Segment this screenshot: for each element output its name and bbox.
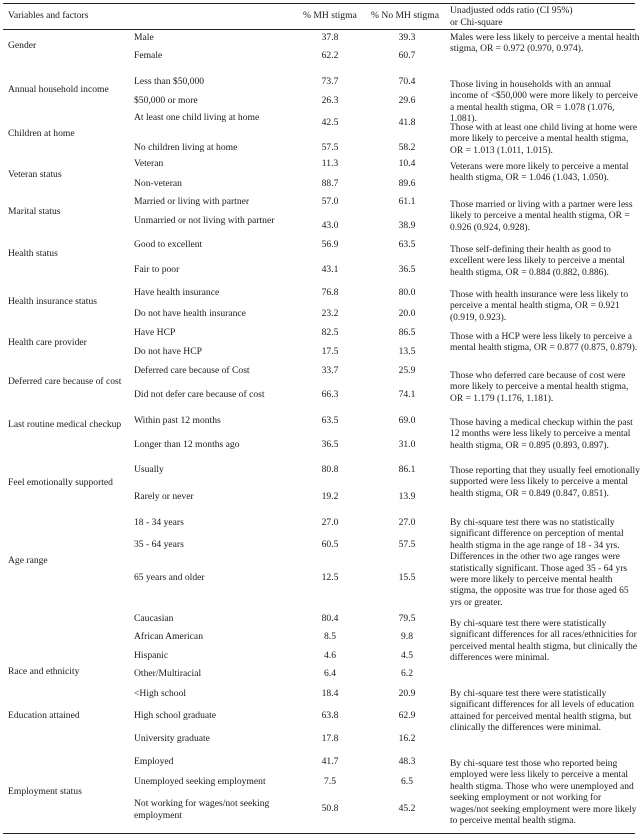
mh-stigma-pct: 26.3 xyxy=(321,95,339,106)
no-mh-stigma-pct: 86.1 xyxy=(398,464,416,475)
no-mh-stigma-pct: 31.0 xyxy=(398,439,416,450)
factor-label: Not working for wages/not seeking employment xyxy=(134,798,270,821)
no-mh-stigma-pct: 57.5 xyxy=(398,539,416,550)
no-mh-stigma-pct: 79.5 xyxy=(398,613,416,624)
no-mh-stigma-pct: 6.2 xyxy=(401,668,413,679)
factor-label: Unmarried or not living with partner xyxy=(134,215,275,226)
factor-label: Caucasian xyxy=(134,613,174,624)
mh-stigma-pct: 19.2 xyxy=(321,491,339,502)
variable-label: Education attained xyxy=(8,710,80,721)
mh-stigma-pct: 41.7 xyxy=(321,756,339,767)
mh-stigma-pct: 33.7 xyxy=(321,365,339,376)
factor-label: No children living at home xyxy=(134,142,238,153)
factor-label: High school graduate xyxy=(134,710,217,721)
no-mh-stigma-pct: 63.5 xyxy=(398,239,416,250)
variable-label: Health care provider xyxy=(8,337,87,348)
variable-label: Marital status xyxy=(8,206,61,217)
mh-stigma-pct: 66.3 xyxy=(321,389,339,400)
no-mh-stigma-pct: 36.5 xyxy=(398,264,416,275)
finding-text: Those married or living with a partner were less likely to perceive a mental health stigma, OR = 0.926 (0.924, 0.928). xyxy=(450,200,633,233)
mh-stigma-pct: 57.5 xyxy=(321,142,339,153)
factor-label: Have HCP xyxy=(134,327,176,338)
mh-stigma-pct: 12.5 xyxy=(321,572,339,583)
no-mh-stigma-pct: 80.0 xyxy=(398,287,416,298)
no-mh-stigma-pct: 10.4 xyxy=(398,158,416,169)
mh-stigma-pct: 88.7 xyxy=(321,178,339,189)
variable-label: Health insurance status xyxy=(8,296,97,307)
factor-label: Male xyxy=(134,32,154,43)
finding-text: Veterans were more likely to perceive a mental health stigma, OR = 1.046 (1.043, 1.050). xyxy=(450,162,629,184)
factor-label: Married or living with partner xyxy=(134,196,250,207)
factor-label: 65 years and older xyxy=(134,572,205,583)
factor-label: Within past 12 months xyxy=(134,415,221,426)
mh-stigma-pct: 62.2 xyxy=(321,50,339,61)
no-mh-stigma-pct: 25.9 xyxy=(398,365,416,376)
header-odds-ratio: Unadjusted odds ratio (CI 95%) xyxy=(450,5,573,16)
finding-text: Those self-defining their health as good to excellent were less likely to perceive a mental health stigma, OR = 0.884 (0.882, 0.886). xyxy=(450,245,625,278)
factor-label: 35 - 64 years xyxy=(134,539,184,550)
header-no-mh-stigma: % No MH stigma xyxy=(371,10,439,21)
factor-label: <High school xyxy=(134,688,187,699)
no-mh-stigma-pct: 27.0 xyxy=(398,517,416,528)
mh-stigma-pct: 23.2 xyxy=(321,308,339,319)
mh-stigma-pct: 27.0 xyxy=(321,517,339,528)
mh-stigma-pct: 57.0 xyxy=(321,196,339,207)
factor-label: Did not defer care because of cost xyxy=(134,389,265,400)
variable-label: Veteran status xyxy=(8,169,62,180)
finding-text: Those who deferred care because of cost were more likely to perceive a mental health stigma, OR = 1.179 (1.176, 1.181). xyxy=(450,371,629,404)
mh-stigma-pct: 42.5 xyxy=(321,117,339,128)
table-top-rule xyxy=(3,3,635,4)
variable-label: Annual household income xyxy=(8,84,109,95)
factor-label: Employed xyxy=(134,756,174,767)
factor-label: 18 - 34 years xyxy=(134,517,184,528)
factor-label: Have health insurance xyxy=(134,287,220,298)
factor-label: University graduate xyxy=(134,733,210,744)
mh-stigma-pct: 17.8 xyxy=(321,733,339,744)
mh-stigma-pct: 76.8 xyxy=(321,287,339,298)
variable-label: Deferred care because of cost xyxy=(8,376,122,387)
mh-stigma-pct: 37.8 xyxy=(321,32,339,43)
factor-label: Deferred care because of Cost xyxy=(134,365,250,376)
no-mh-stigma-pct: 70.4 xyxy=(398,76,416,87)
table-bottom-rule xyxy=(3,833,635,834)
no-mh-stigma-pct: 41.8 xyxy=(398,117,416,128)
factor-label: Usually xyxy=(134,464,164,475)
mh-stigma-pct: 6.4 xyxy=(324,668,336,679)
factor-label: Veteran xyxy=(134,158,164,169)
no-mh-stigma-pct: 86.5 xyxy=(398,327,416,338)
factor-label: Rarely or never xyxy=(134,491,194,502)
variable-label: Gender xyxy=(8,40,37,51)
finding-text: By chi-square test there were statistically significant differences for all races/ethnicities for perceived mental health stigma, but clinically the differences were minimal. xyxy=(450,619,638,664)
factor-label: Longer than 12 months ago xyxy=(134,439,240,450)
finding-text: Those having a medical checkup within the past 12 months were less likely to perceive a mental health stigma, OR = 0.895 (0.893, 0.897). xyxy=(450,418,633,451)
factor-label: Other/Multiracial xyxy=(134,668,202,679)
no-mh-stigma-pct: 38.9 xyxy=(398,220,416,231)
factor-label: African American xyxy=(134,631,203,642)
variable-label: Health status xyxy=(8,248,58,259)
no-mh-stigma-pct: 29.6 xyxy=(398,95,416,106)
variable-label: Employment status xyxy=(8,786,82,797)
no-mh-stigma-pct: 61.1 xyxy=(398,196,416,207)
no-mh-stigma-pct: 74.1 xyxy=(398,389,416,400)
finding-text: By chi-square test there were statistically significant differences for all levels of education attained for perceived mental health stigma, but clinically the differences were minimal. xyxy=(450,689,634,734)
finding-text: By chi-square test those who reported being employed were less likely to perceive a mental health stigma. Those who were unemployed and seeking employment or not working for wages/not seeking employment were more likely to perceive mental health stigma. xyxy=(450,759,637,827)
factor-label: Female xyxy=(134,50,163,61)
variable-label: Last routine medical checkup xyxy=(8,419,122,430)
header-bottom-rule xyxy=(3,29,635,30)
factor-label: Less than $50,000 xyxy=(134,76,205,87)
factor-label: At least one child living at home xyxy=(134,112,260,123)
no-mh-stigma-pct: 13.5 xyxy=(398,346,416,357)
mh-stigma-pct: 63.8 xyxy=(321,710,339,721)
no-mh-stigma-pct: 9.8 xyxy=(401,631,413,642)
mh-stigma-pct: 11.3 xyxy=(321,158,339,169)
variable-label: Age range xyxy=(8,555,48,566)
factor-label: Do not have health insurance xyxy=(134,308,246,319)
mh-stigma-pct: 43.0 xyxy=(321,220,339,231)
no-mh-stigma-pct: 20.9 xyxy=(398,688,416,699)
header-variables: Variables and factors xyxy=(8,10,89,21)
no-mh-stigma-pct: 16.2 xyxy=(398,733,416,744)
factor-label: Non-veteran xyxy=(134,178,182,189)
mh-stigma-pct: 7.5 xyxy=(324,776,336,787)
finding-text: Those with at least one child living at home were more likely to perceive a mental health stigma, OR = 1.013 (1.011, 1.015). xyxy=(450,123,638,156)
no-mh-stigma-pct: 4.5 xyxy=(401,650,413,661)
header-mh-stigma: % MH stigma xyxy=(303,10,357,21)
no-mh-stigma-pct: 89.6 xyxy=(398,178,416,189)
mh-stigma-pct: 80.8 xyxy=(321,464,339,475)
mh-stigma-pct: 36.5 xyxy=(321,439,339,450)
finding-text: Males were less likely to perceive a mental health stigma, OR = 0.972 (0.970, 0.974). xyxy=(450,33,640,55)
factor-label: Good to excellent xyxy=(134,239,203,250)
mh-stigma-pct: 8.5 xyxy=(324,631,336,642)
no-mh-stigma-pct: 15.5 xyxy=(398,572,416,583)
no-mh-stigma-pct: 45.2 xyxy=(398,803,416,814)
mh-stigma-pct: 60.5 xyxy=(321,539,339,550)
header-chi-square: or Chi-square xyxy=(450,17,503,28)
mh-stigma-pct: 4.6 xyxy=(324,650,336,661)
no-mh-stigma-pct: 60.7 xyxy=(398,50,416,61)
factor-label: $50,000 or more xyxy=(134,95,198,106)
no-mh-stigma-pct: 6.5 xyxy=(401,776,413,787)
no-mh-stigma-pct: 62.9 xyxy=(398,710,416,721)
mh-stigma-pct: 43.1 xyxy=(321,264,339,275)
factor-label: Hispanic xyxy=(134,650,169,661)
finding-text: Those living in households with an annual income of <$50,000 were more likely to perceive a mental health stigma, OR = 1.078 (1.076, 1.081). xyxy=(450,80,638,125)
mh-stigma-pct: 82.5 xyxy=(321,327,339,338)
finding-text: Those with a HCP were less likely to perceive a mental health stigma, OR = 0.877 (0.875, 0.879). xyxy=(450,332,638,354)
variable-label: Race and ethnicity xyxy=(8,666,80,677)
variable-label: Feel emotionally supported xyxy=(8,477,113,488)
mh-stigma-pct: 80.4 xyxy=(321,613,339,624)
variable-label: Children at home xyxy=(8,128,75,139)
no-mh-stigma-pct: 20.0 xyxy=(398,308,416,319)
mh-stigma-pct: 56.9 xyxy=(321,239,339,250)
mh-stigma-pct: 50.8 xyxy=(321,803,339,814)
no-mh-stigma-pct: 69.0 xyxy=(398,415,416,426)
finding-text: By chi-square test there was no statistically significant difference on perception of mental health stigma in the age range of 18 - 34 yrs. Differences in the other two age ranges were statistically significant. Those aged 35 - 64 yrs were more likely to perceive mental health stigma, the opposite was true for those aged 65 yrs or greater. xyxy=(450,518,629,608)
factor-label: Do not have HCP xyxy=(134,346,202,357)
no-mh-stigma-pct: 39.3 xyxy=(398,32,416,43)
no-mh-stigma-pct: 58.2 xyxy=(398,142,416,153)
mh-stigma-pct: 73.7 xyxy=(321,76,339,87)
finding-text: Those reporting that they usually feel emotionally supported were less likely to perceive a mental health stigma, OR = 0.849 (0.847, 0.851). xyxy=(450,466,640,499)
mh-stigma-pct: 18.4 xyxy=(321,688,339,699)
mh-stigma-pct: 63.5 xyxy=(321,415,339,426)
no-mh-stigma-pct: 48.3 xyxy=(398,756,416,767)
finding-text: Those with health insurance were less likely to perceive a mental health stigma, OR = 0.921 (0.919, 0.923). xyxy=(450,290,629,323)
factor-label: Unemployed seeking employment xyxy=(134,776,266,787)
factor-label: Fair to poor xyxy=(134,264,180,275)
mh-stigma-pct: 17.5 xyxy=(321,346,339,357)
no-mh-stigma-pct: 13.9 xyxy=(398,491,416,502)
